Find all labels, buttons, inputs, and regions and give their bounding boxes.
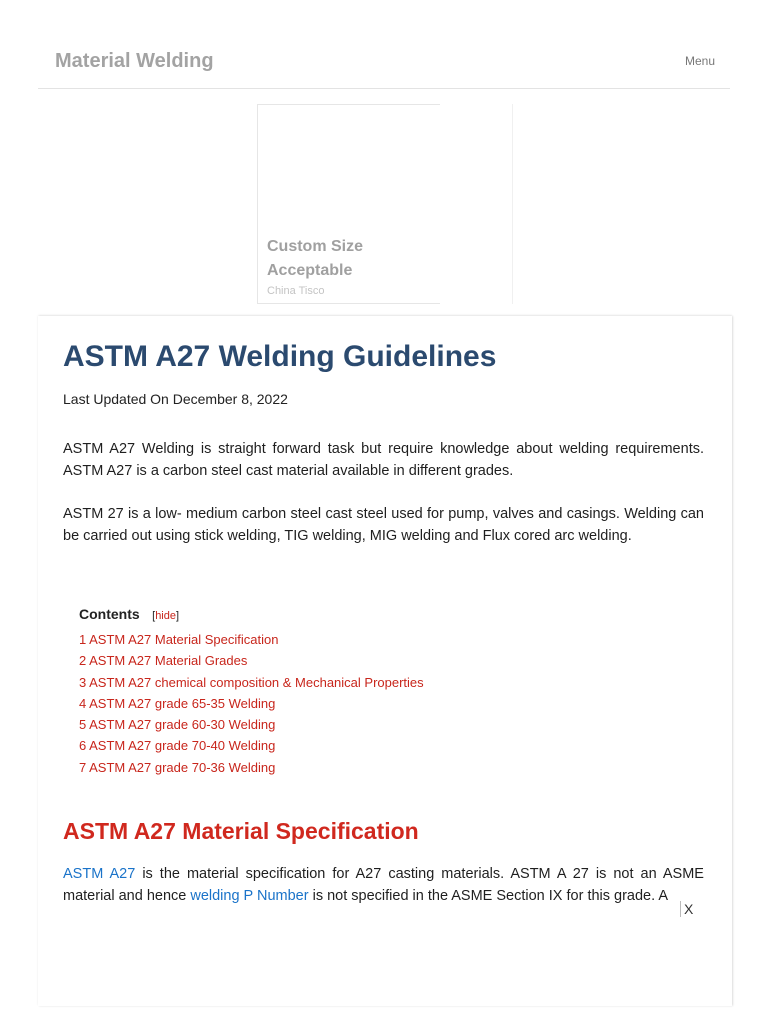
spec-text-1: is the material specification for A27 casting materials. ASTM A 27 is not an ASME material and hence: [63, 866, 704, 904]
toc-item[interactable]: 5 ASTM A27 grade 60-30 Welding: [79, 717, 276, 733]
article-title: ASTM A27 Welding Guidelines: [63, 340, 497, 373]
site-header: [38, 0, 730, 89]
table-of-contents: [79, 606, 424, 775]
ad-source: China Tisco: [267, 285, 325, 297]
menu-button[interactable]: Menu: [684, 54, 715, 68]
site-title-link[interactable]: Material Welding: [55, 50, 214, 72]
last-updated: Last Updated On December 8, 2022: [63, 391, 288, 407]
toc-item[interactable]: 4 ASTM A27 grade 65-35 Welding: [79, 695, 276, 711]
astm-a27-link[interactable]: ASTM A27: [63, 866, 136, 882]
toc-hide-open-bracket: [: [152, 610, 156, 622]
welding-p-number-link[interactable]: welding P Number: [190, 888, 309, 904]
toc-item[interactable]: 1 ASTM A27 Material Specification: [79, 632, 279, 647]
close-ad-button[interactable]: X: [680, 901, 693, 917]
specification-paragraph: [63, 863, 704, 907]
ad-card[interactable]: [257, 104, 440, 304]
toc-item[interactable]: 6 ASTM A27 grade 70-40 Welding: [79, 738, 276, 754]
ad-divider: [512, 104, 513, 304]
toc-hide-close-bracket: ]: [175, 610, 180, 622]
section-heading-specification: ASTM A27 Material Specification: [63, 818, 419, 844]
toc-list: [79, 632, 499, 781]
toc-item[interactable]: 7 ASTM A27 grade 70-36 Welding: [79, 759, 276, 775]
toc-item[interactable]: 2 ASTM A27 Material Grades: [79, 653, 248, 669]
ad-headline[interactable]: Custom Size Acceptable: [267, 238, 364, 279]
spec-text-2: is not specified in the ASME Section IX for this grade. A: [308, 888, 669, 904]
intro-paragraph: ASTM A27 Welding is straight forward task but require knowledge about welding requirements. ASTM A27 is a carbon steel cast material available in different grades.: [63, 441, 704, 479]
toc-hide-link[interactable]: hide: [155, 610, 176, 622]
description-paragraph: ASTM 27 is a low- medium carbon steel cast steel used for pump, valves and casings. Welding can be carried out using stick welding, TIG welding, MIG welding and Flux cored arc welding.: [63, 506, 704, 544]
toc-title: Contents: [79, 606, 140, 622]
toc-item[interactable]: 3 ASTM A27 chemical composition & Mechanical Properties: [79, 674, 424, 690]
article-card: [38, 316, 732, 1006]
toc-hide-toggle: [152, 610, 179, 622]
